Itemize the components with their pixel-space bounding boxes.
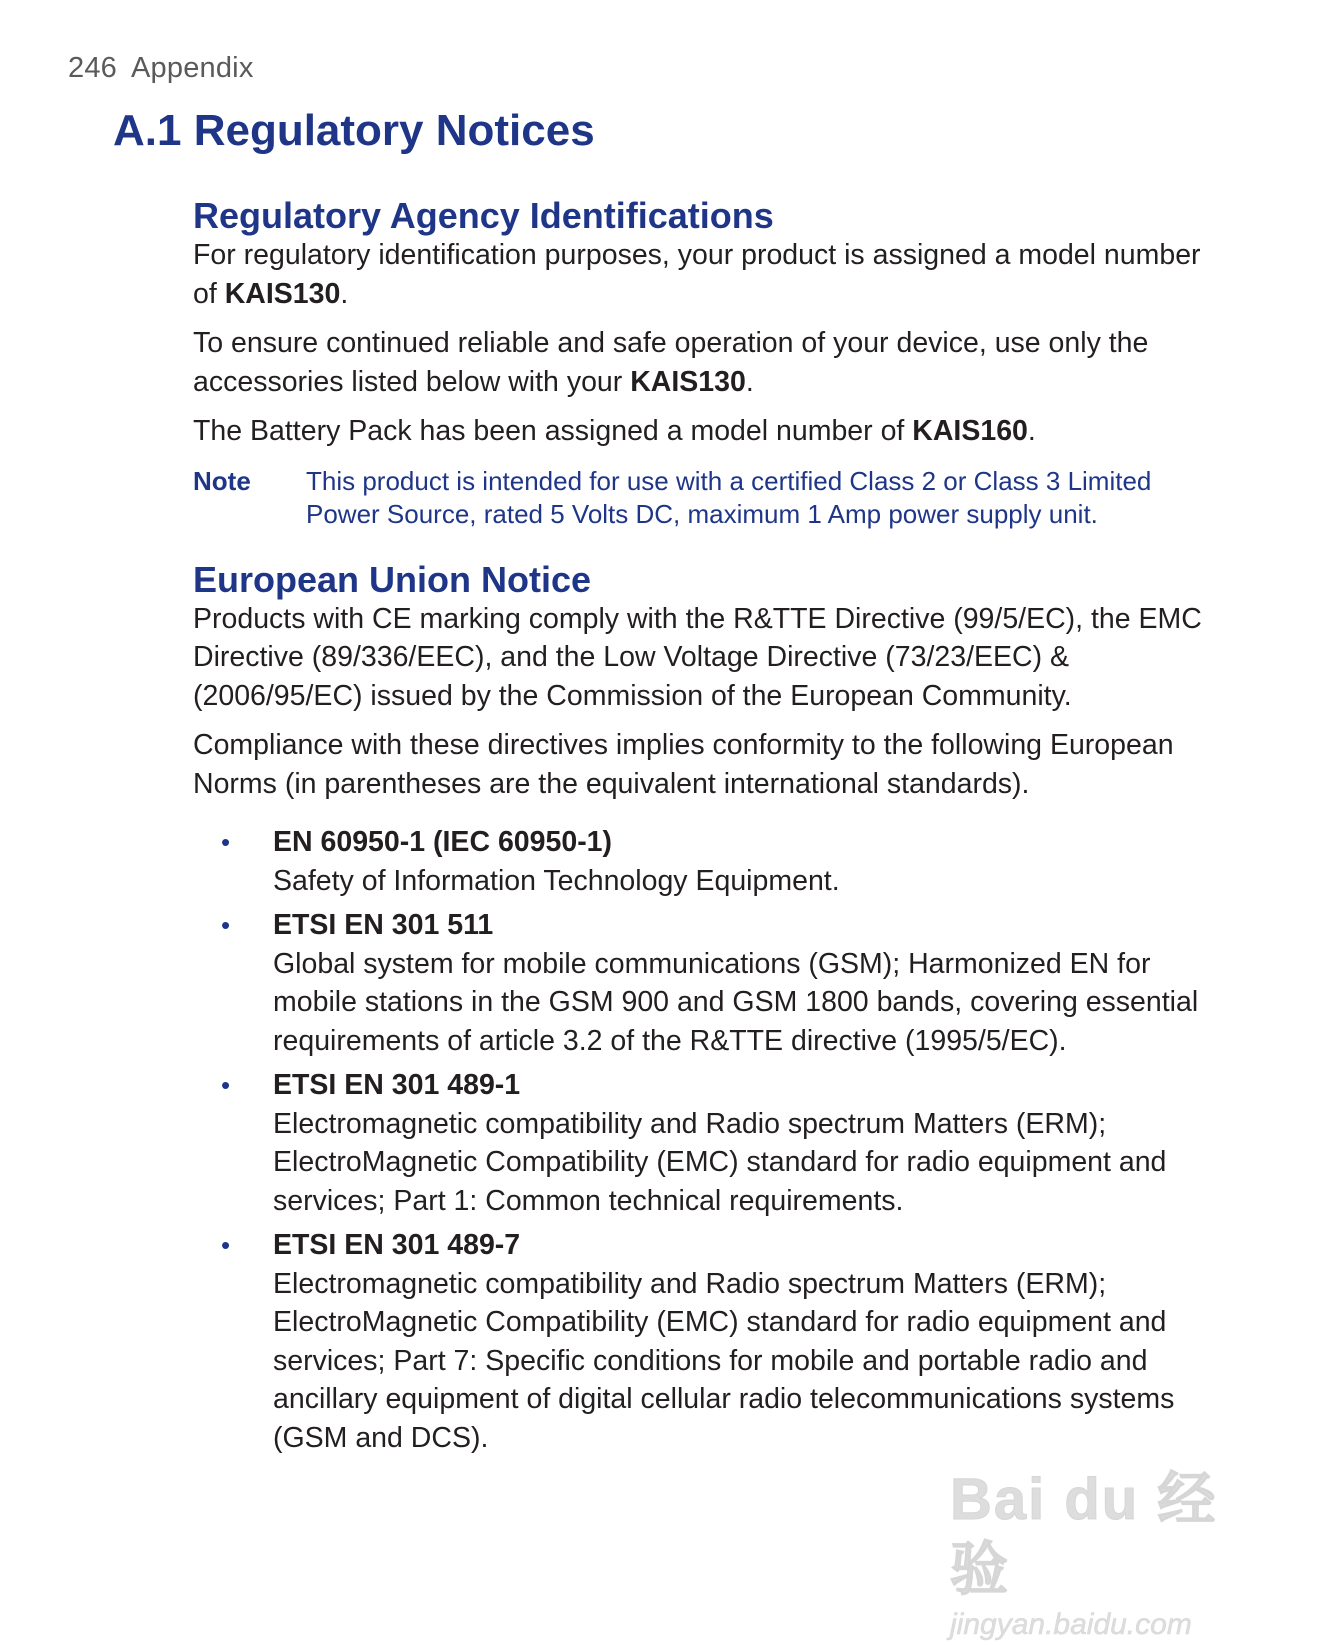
agency-paragraph-3: The Battery Pack has been assigned a model number of KAIS160. [193,415,1036,447]
agency-paragraph-1: For regulatory identification purposes, your product is assigned a model number of KAIS130. [193,239,1201,310]
agency-paragraph-2: To ensure continued reliable and safe operation of your device, use only the accessories listed below with your KAIS130. [193,327,1149,398]
bullet-icon: • [221,827,231,857]
bullet-icon: • [221,1070,231,1100]
running-header [68,52,254,85]
bullet-icon: • [221,910,231,940]
page-content [193,194,1203,1463]
eu-paragraph-1: Products with CE marking comply with the R&TTE Directive (99/5/EC), the EMC Directive (89/336/EEC), and the Low Voltage Directive (73/23/EEC) & (2006/95/EC) issued by the Commission of the European Community. [193,602,1202,712]
note-label: Note [193,465,251,496]
page-number: 246 [68,52,117,84]
battery-model-number: KAIS160 [912,415,1028,447]
norm-description: Safety of Information Technology Equipment. [273,864,840,897]
eu-heading: European Union Notice [193,558,592,600]
model-number: KAIS130 [630,365,746,398]
list-item [221,906,1203,1060]
norm-description: Electromagnetic compatibility and Radio spectrum Matters (ERM); ElectroMagnetic Compatibility (EMC) standard for radio equipment and services; Part 1: Common technical requirements. [273,1107,1167,1217]
norms-list [193,823,1203,1457]
baidu-watermark [950,1465,1270,1641]
norm-standard: ETSI EN 301 511 [273,909,494,941]
list-item [221,823,1203,900]
norm-standard: ETSI EN 301 489-7 [273,1229,521,1261]
eu-paragraph-2: Compliance with these directives implies conformity to the following European Norms (in parentheses are the equivalent international standards). [193,729,1174,800]
model-number: KAIS130 [224,277,341,310]
agency-heading: Regulatory Agency Identifications [193,195,774,236]
list-item [221,1226,1203,1457]
norm-standard: EN 60950-1 (IEC 60950-1) [273,826,613,858]
section-title: A.1 Regulatory Notices [113,106,595,155]
watermark-logo-text: Bai du 经验 [950,1467,1218,1602]
note-block [193,465,1203,531]
chapter-name: Appendix [131,52,254,84]
note-text: This product is intended for use with a certified Class 2 or Class 3 Limited Power Source, rated 5 Volts DC, maximum 1 Amp power supply unit. [306,465,1152,529]
norm-description: Global system for mobile communications (GSM); Harmonized EN for mobile stations in the GSM 900 and GSM 1800 bands, covering essential requirements of article 3.2 of the R&TTE directive (1995/5/EC). [273,947,1199,1057]
bullet-icon: • [221,1230,231,1260]
norm-standard: ETSI EN 301 489-1 [273,1069,521,1101]
list-item [221,1066,1203,1220]
watermark-url: jingyan.baidu.com [950,1608,1192,1641]
norm-description: Electromagnetic compatibility and Radio spectrum Matters (ERM); ElectroMagnetic Compatibility (EMC) standard for radio equipment and services; Part 7: Specific conditions for mobile and portable radio and ancillary equipment of digital cellular radio telecommunications systems (GSM and DCS). [273,1267,1175,1454]
